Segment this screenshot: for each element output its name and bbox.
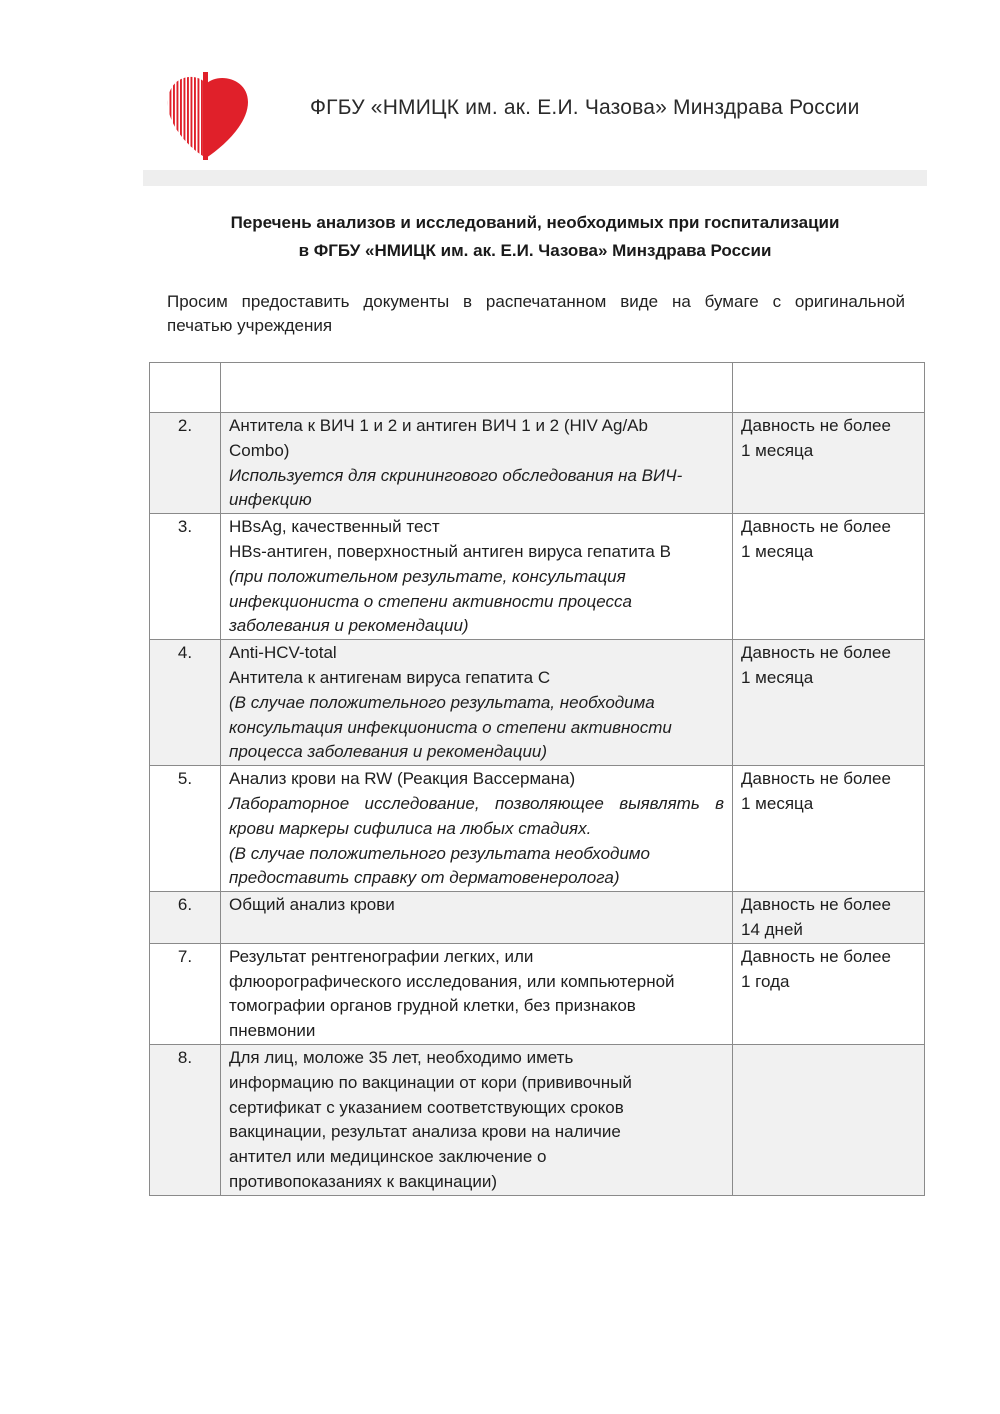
row-description [221, 943, 733, 1044]
row-text-line: пневмонии [229, 1021, 316, 1041]
table-row [150, 766, 925, 892]
row-text-line: антител или медицинское заключение о [229, 1147, 547, 1167]
header-divider [143, 170, 927, 186]
validity-line: 14 дней [741, 919, 803, 939]
row-note-line: (при положительном результате, консультация [229, 566, 626, 586]
validity-line: Давность не более [741, 416, 891, 435]
row-description [221, 514, 733, 640]
title-line-2: в ФГБУ «НМИЦК им. ак. Е.И. Чазова» Минздрава России [298, 241, 772, 260]
row-note-line: процесса заболевания и рекомендации) [229, 742, 548, 762]
row-validity [733, 640, 925, 766]
validity-line: Давность не более [741, 895, 891, 915]
intro-line-1 [167, 290, 905, 314]
validity-line: Давность не более [741, 946, 891, 966]
row-validity [733, 766, 925, 892]
intro-word: с [772, 292, 782, 311]
intro-word: Просим [167, 292, 228, 311]
row-text-line: Анализ крови на RW (Реакция Вассермана) [229, 769, 576, 789]
org-name: ФГБУ «НМИЦК им. ак. Е.И. Чазова» Минздрава России [310, 96, 860, 119]
header-cell-num [150, 363, 221, 413]
row-number: 5. [150, 766, 221, 892]
row-text-line: Общий анализ крови [229, 895, 395, 915]
row-text-line: Anti-HCV-total [229, 643, 337, 663]
row-note-line: Используется для скринингового обследования на ВИЧ- [229, 465, 683, 485]
heart-stripes-logo [162, 70, 252, 162]
validity-line: Давность не более [741, 769, 891, 789]
header-cell-item [221, 363, 733, 413]
intro-line-2: печатью учреждения [167, 316, 333, 335]
row-description [221, 892, 733, 944]
table-row [150, 943, 925, 1044]
validity-line: 1 месяца [741, 440, 814, 460]
row-text-line: Антитела к антигенам вируса гепатита C [229, 667, 551, 687]
row-number: 6. [150, 892, 221, 944]
intro-word: предоставить [241, 292, 350, 311]
table-header-row [150, 363, 925, 413]
row-number: 7. [150, 943, 221, 1044]
validity-line: Давность не более [741, 517, 891, 537]
row-number: 8. [150, 1044, 221, 1195]
row-note-line: инфекцию [229, 490, 312, 510]
validity-line: Давность не более [741, 643, 891, 663]
row-note-line: предоставить справку от дерматовенеролога) [229, 868, 620, 888]
table-row [150, 640, 925, 766]
row-text-line: Combo) [229, 440, 290, 460]
row-text-line: сертификат с указанием соответствующих сроков [229, 1097, 624, 1117]
row-text-line: Антитела к ВИЧ 1 и 2 и антиген ВИЧ 1 и 2 (HIV Ag/Ab [229, 416, 648, 435]
validity-line: 1 месяца [741, 793, 814, 813]
row-note-line: Лабораторное исследование, позволяющее выявлять в [229, 793, 724, 813]
table-row [150, 892, 925, 944]
header-cell-term [733, 363, 925, 413]
row-text-line: противопоказаниях к вакцинации) [229, 1171, 497, 1191]
row-note-line: консультация инфекциониста о степени активности [229, 717, 672, 737]
intro-word: документы [363, 292, 450, 311]
intro-word: виде [620, 292, 659, 311]
row-number: 4. [150, 640, 221, 766]
row-note-line: (В случае положительного результата необходимо [229, 843, 651, 863]
validity-line: 1 года [741, 971, 790, 991]
row-note-line: заболевания и рекомендации) [229, 616, 469, 636]
row-validity [733, 1044, 925, 1195]
validity-line: 1 месяца [741, 541, 814, 561]
row-text-line: Для лиц, моложе 35 лет, необходимо иметь [229, 1047, 574, 1067]
row-number: 2. [150, 413, 221, 514]
row-number: 3. [150, 514, 221, 640]
row-description [221, 640, 733, 766]
intro-word: в [463, 292, 473, 311]
row-validity [733, 943, 925, 1044]
requirements-table [149, 362, 925, 1196]
intro-word: оригинальной [794, 292, 905, 311]
row-note-line: крови маркеры сифилиса на любых стадиях. [229, 818, 592, 838]
row-text-line: флюорографического исследования, или компьютерной [229, 971, 675, 991]
title-line-1: Перечень анализов и исследований, необходимых при госпитализации [230, 213, 840, 232]
table-row [150, 1044, 925, 1195]
table-row [150, 413, 925, 514]
document-title [150, 209, 920, 265]
intro-word: бумаге [704, 292, 759, 311]
row-validity [733, 892, 925, 944]
row-validity [733, 413, 925, 514]
row-text-line: томографии органов грудной клетки, без признаков [229, 996, 636, 1016]
intro-word: на [671, 292, 691, 311]
row-text-line: HBs-антиген, поверхностный антиген вируса гепатита B [229, 541, 671, 561]
intro-word: распечатанном [485, 292, 607, 311]
row-note-line: инфекциониста о степени активности процесса [229, 591, 632, 611]
row-note-line: (В случае положительного результата, необходима [229, 692, 655, 712]
intro-paragraph [167, 290, 905, 338]
row-description [221, 766, 733, 892]
row-text-line: Результат рентгенографии легких, или [229, 946, 534, 966]
row-description [221, 413, 733, 514]
row-text-line: информацию по вакцинации от кори (прививочный [229, 1072, 632, 1092]
row-validity [733, 514, 925, 640]
row-description [221, 1044, 733, 1195]
row-text-line: вакцинации, результат анализа крови на наличие [229, 1122, 621, 1142]
row-text-line: HBsAg, качественный тест [229, 517, 440, 537]
validity-line: 1 месяца [741, 667, 814, 687]
table-row [150, 514, 925, 640]
